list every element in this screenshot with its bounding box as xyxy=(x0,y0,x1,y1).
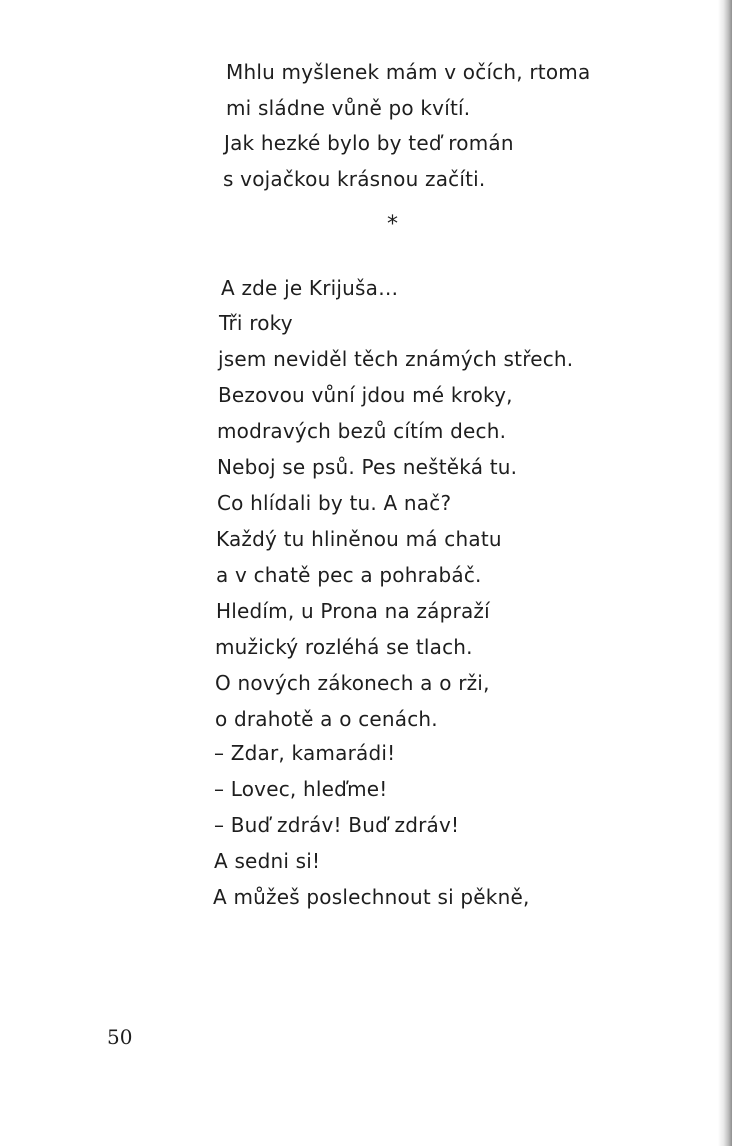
poem-line: mi sládne vůně po kvítí. xyxy=(226,96,471,120)
poem-line: Co hlídali by tu. A nač? xyxy=(217,491,452,515)
poem-line: modravých bezů cítím dech. xyxy=(217,419,507,443)
poem-line: Jak hezké bylo by teď román xyxy=(224,131,514,155)
poem-line: s vojačkou krásnou začíti. xyxy=(223,167,486,191)
page-edge-shadow xyxy=(718,0,732,1146)
stanza-separator: * xyxy=(387,212,399,237)
poem-line: A sedni si! xyxy=(214,849,321,873)
poem-line: mužický rozléhá se tlach. xyxy=(215,635,473,659)
poem-line: jsem neviděl těch známých střech. xyxy=(218,347,574,371)
page-number: 50 xyxy=(107,1025,133,1049)
poem-line: A můžeš poslechnout si pěkně, xyxy=(213,885,530,909)
poem-line: – Buď zdráv! Buď zdráv! xyxy=(214,813,460,837)
poem-line: a v chatě pec a pohrabáč. xyxy=(216,563,482,587)
poem-line: Tři roky xyxy=(219,311,293,335)
poem-line: Neboj se psů. Pes neštěká tu. xyxy=(217,455,518,479)
poem-line: A zde je Krijuša… xyxy=(221,276,399,300)
poem-line: Bezovou vůní jdou mé kroky, xyxy=(218,383,513,407)
poem-line: Hledím, u Prona na zápraží xyxy=(216,599,490,623)
poem-line: – Zdar, kamarádi! xyxy=(214,741,396,765)
poem-line: Každý tu hliněnou má chatu xyxy=(216,527,502,551)
poem-line: Mhlu myšlenek mám v očích, rtoma xyxy=(226,60,591,84)
poem-line: – Lovec, hleďme! xyxy=(214,777,388,801)
poem-line: O nových zákonech a o rži, xyxy=(215,671,490,695)
poem-line: o drahotě a o cenách. xyxy=(215,707,438,731)
